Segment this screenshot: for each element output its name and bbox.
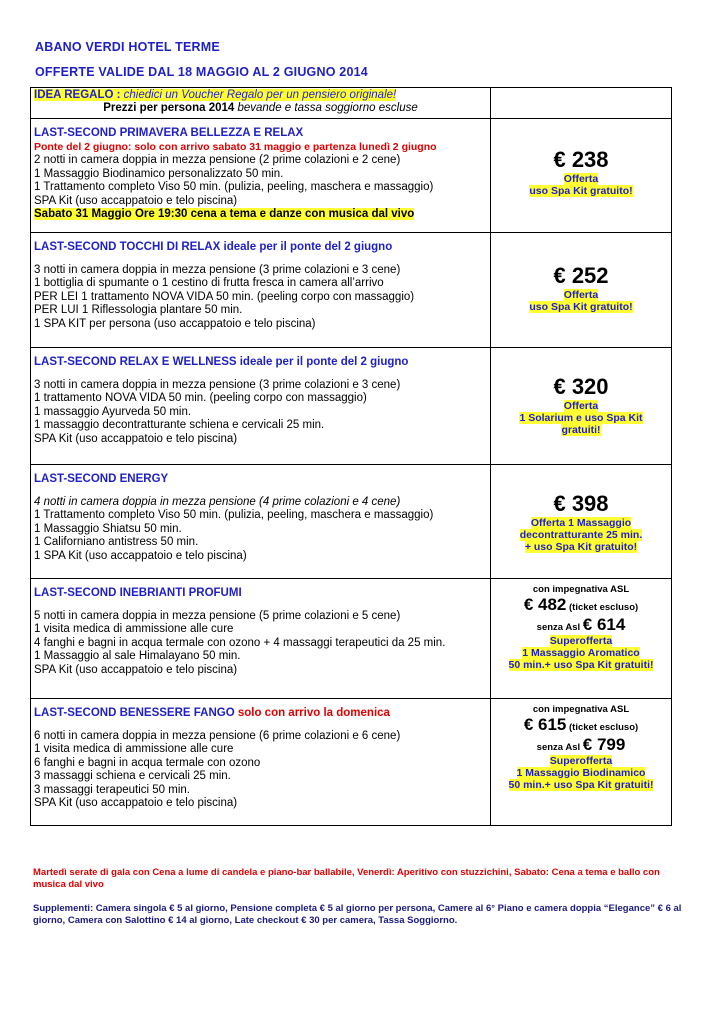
offer-title: LAST-SECOND TOCCHI DI RELAX ideale per il ponte del 2 giugno [34, 241, 393, 253]
asl-price: € 615 [523, 715, 567, 734]
offer-bonus: Superofferta [549, 635, 613, 647]
offer-line: 5 notti in camera doppia in mezza pensione (5 prime colazioni e 5 cene) [34, 609, 401, 622]
price-cell [491, 465, 672, 579]
offer-title: LAST-SECOND ENERGY [34, 473, 169, 485]
offer-bonus: decontratturante 25 min. [519, 529, 643, 541]
offer-bonus: Offerta [563, 173, 599, 185]
offer-line: 1 Californiano antistress 50 min. [34, 536, 199, 548]
offer-line: 1 Trattamento completo Viso 50 min. (pulizia, peeling, maschera e massaggio) [34, 509, 434, 521]
offer-line: SPA Kit (uso accappatoio e telo piscina) [34, 797, 238, 809]
asl-note: (ticket escluso) [566, 722, 639, 733]
prices-note: bevande e tassa soggiorno escluse [234, 102, 418, 114]
offer-bonus: 50 min.+ uso Spa Kit gratuiti! [508, 779, 654, 791]
noasl-price: € 799 [582, 735, 626, 754]
asl-label: con impegnativa ASL [532, 584, 630, 595]
offer-title: LAST-SECOND BENESSERE FANGO [34, 707, 235, 719]
offer-line: 4 fanghi e bagni in acqua termale con ozono + 4 massaggi terapeutici da 25 min. [34, 636, 446, 649]
offer-subtitle: Ponte del 2 giugno: solo con arrivo sabato 31 maggio e partenza lunedì 2 giugno [34, 140, 437, 153]
offer-bonus: uso Spa Kit gratuito! [529, 185, 633, 197]
offer-price: € 398 [553, 491, 609, 516]
intro-cell [31, 88, 491, 119]
offer-line: 1 massaggio Ayurveda 50 min. [34, 405, 192, 418]
offer-row [31, 579, 491, 699]
prices-heading: Prezzi per persona 2014 [103, 102, 235, 114]
price-cell [491, 233, 672, 348]
offer-line: 1 trattamento NOVA VIDA 50 min. (peeling corpo con massaggio) [34, 392, 367, 404]
price-cell [491, 348, 672, 465]
offer-bonus: uso Spa Kit gratuito! [529, 301, 633, 313]
offer-bonus: + uso Spa Kit gratuito! [524, 541, 638, 553]
hotel-title: ABANO VERDI HOTEL TERME [35, 40, 220, 54]
idea-regalo-label: IDEA REGALO : [34, 89, 121, 101]
offer-bonus: Offerta [563, 400, 599, 412]
offer-event-highlight: Sabato 31 Maggio Ore 19:30 cena a tema e danze con musica dal vivo [34, 208, 415, 220]
offer-line: 1 Trattamento completo Viso 50 min. (pulizia, peeling, maschera e massaggio) [34, 181, 434, 193]
offers-table [30, 87, 672, 826]
offer-line: SPA Kit (uso accappatoio e telo piscina) [34, 432, 238, 445]
offer-line: PER LEI 1 trattamento NOVA VIDA 50 min. (peeling corpo con massaggio) [34, 290, 415, 303]
asl-label: con impegnativa ASL [532, 704, 630, 715]
offer-line: 3 notti in camera doppia in mezza pensione (3 prime colazioni e 3 cene) [34, 378, 401, 391]
offer-line: 3 notti in camera doppia in mezza pensione (3 prime colazioni e 3 cene) [34, 263, 401, 276]
offer-line: 2 notti in camera doppia in mezza pensione (2 prime colazioni e 2 cene) [34, 154, 401, 166]
asl-price: € 482 [523, 595, 567, 614]
idea-regalo-text: chiedici un Voucher Regalo per un pensiero originale! [120, 89, 397, 101]
price-cell [491, 119, 672, 233]
offer-title: LAST-SECOND RELAX E WELLNESS ideale per il ponte del 2 giugno [34, 356, 409, 368]
asl-note: (ticket escluso) [566, 602, 639, 613]
offer-price: € 252 [553, 263, 609, 288]
offer-bonus: Offerta [563, 289, 599, 301]
offer-bonus: Superofferta [549, 755, 613, 767]
offer-bonus: Offerta 1 Massaggio [530, 517, 632, 529]
offer-title: LAST-SECOND PRIMAVERA BELLEZZA E RELAX [34, 127, 304, 139]
offer-title-note: solo con arrivo la domenica [234, 707, 390, 719]
offer-line: 1 Massaggio Biodinamico personalizzato 50 min. [34, 167, 284, 180]
offer-bonus: 1 Massaggio Biodinamico [516, 767, 646, 779]
offer-price: € 238 [553, 147, 609, 172]
offer-bonus: 1 Massaggio Aromatico [522, 647, 640, 659]
offer-row [31, 233, 491, 348]
price-cell [491, 699, 672, 826]
noasl-price: € 614 [582, 615, 626, 634]
offer-line: 1 Massaggio Shiatsu 50 min. [34, 522, 182, 535]
offer-row [31, 465, 491, 579]
offer-line: 1 SPA Kit (uso accappatoio e telo piscina) [34, 549, 247, 562]
offer-bonus: gratuiti! [561, 424, 601, 436]
offer-line: SPA Kit (uso accappatoio e telo piscina) [34, 194, 238, 207]
offer-price: € 320 [553, 374, 609, 399]
offer-row [31, 348, 491, 465]
offer-bonus: 50 min.+ uso Spa Kit gratuiti! [508, 659, 654, 671]
offer-line: 1 SPA KIT per persona (uso accappatoio e telo piscina) [34, 317, 316, 330]
offer-line: 1 massaggio decontratturante schiena e cervicali 25 min. [34, 419, 325, 431]
noasl-label: senza Asl [536, 742, 583, 753]
validity-title: OFFERTE VALIDE DAL 18 MAGGIO AL 2 GIUGNO 2014 [35, 65, 368, 79]
offer-row [31, 119, 491, 233]
offer-line: 3 massaggi schiena e cervicali 25 min. [34, 770, 231, 782]
offer-row [31, 699, 491, 826]
price-cell [491, 579, 672, 699]
offer-line: 1 visita medica di ammissione alle cure [34, 743, 234, 755]
offer-line: 1 Massaggio al sale Himalayano 50 min. [34, 650, 241, 662]
offer-line: 6 notti in camera doppia in mezza pensione (6 prime colazioni e 6 cene) [34, 729, 401, 742]
offer-title: LAST-SECOND INEBRIANTI PROFUMI [34, 587, 242, 599]
offer-line: 1 bottiglia di spumante o 1 cestino di frutta fresca in camera all’arrivo [34, 277, 384, 289]
offer-line: 3 massaggi terapeutici 50 min. [34, 783, 190, 796]
supplements-note: Supplementi: Camera singola € 5 al giorno, Pensione completa € 5 al giorno per persona, Camere al 6° Piano e camera doppia “Elegance” € 6 al giorno, Camera con Salottino € 14 al giorno, Late checkout € 30 per camera, Tassa Soggiorno. [33, 903, 682, 926]
weekly-events-note: Martedì serate di gala con Cena a lume di candela e piano-bar ballabile, Venerdì: Aperitivo con stuzzichini, Sabato: Cena a tema e ballo con musica dal vivo [33, 867, 660, 890]
offer-line: PER LUI 1 Riflessologia plantare 50 min. [34, 304, 243, 316]
offer-line: SPA Kit (uso accappatoio e telo piscina) [34, 663, 238, 676]
offer-bonus: 1 Solarium e uso Spa Kit [519, 412, 643, 424]
offer-line: 6 fanghi e bagni in acqua termale con ozono [34, 756, 261, 769]
noasl-label: senza Asl [536, 622, 583, 633]
offer-line: 1 visita medica di ammissione alle cure [34, 623, 234, 635]
offer-line: 4 notti in camera doppia in mezza pensione (4 prime colazioni e 4 cene) [34, 495, 401, 508]
